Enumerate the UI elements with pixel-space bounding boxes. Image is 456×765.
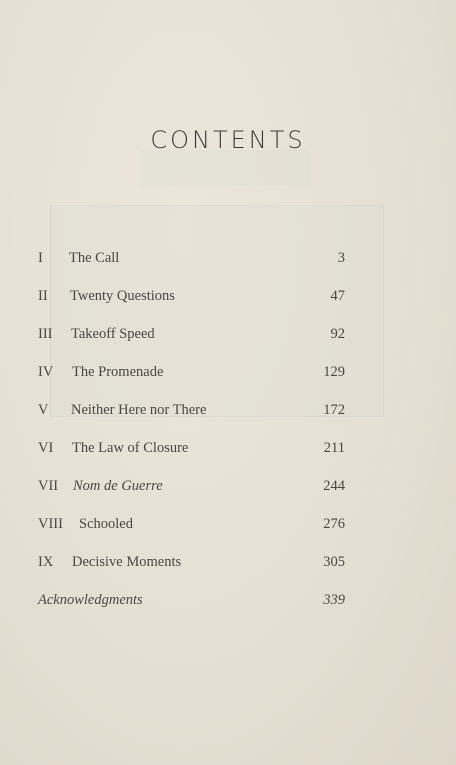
page-number: 129 bbox=[323, 364, 345, 380]
toc-entry bbox=[38, 363, 345, 401]
chapter-title: The Law of Closure bbox=[72, 440, 189, 456]
chapter-title: Schooled bbox=[79, 516, 133, 532]
page-number: 305 bbox=[323, 554, 345, 570]
chapter-title: Neither Here nor There bbox=[71, 402, 207, 418]
page-number: 47 bbox=[330, 288, 345, 304]
toc-entry-acknowledgments bbox=[38, 591, 345, 629]
toc-entry bbox=[38, 515, 345, 553]
chapter-title: Takeoff Speed bbox=[71, 326, 155, 342]
toc-entry bbox=[38, 439, 345, 477]
page-number: 244 bbox=[323, 478, 345, 494]
chapter-numeral: VII bbox=[38, 478, 59, 494]
toc-entry bbox=[38, 553, 345, 591]
toc-entry bbox=[38, 249, 345, 287]
page-number: 3 bbox=[337, 250, 345, 266]
chapter-numeral: VI bbox=[38, 440, 54, 456]
toc-entry bbox=[38, 477, 345, 515]
chapter-numeral: IX bbox=[38, 554, 54, 570]
table-of-contents bbox=[38, 249, 345, 629]
chapter-numeral: V bbox=[38, 402, 49, 418]
chapter-title: Twenty Questions bbox=[70, 288, 175, 304]
chapter-title: The Promenade bbox=[72, 364, 164, 380]
page-number: 339 bbox=[323, 592, 345, 608]
chapter-numeral: IV bbox=[38, 364, 54, 380]
page-number: 211 bbox=[323, 440, 345, 456]
page-title: CONTENTS bbox=[150, 126, 306, 154]
page-number: 276 bbox=[323, 516, 345, 532]
show-through-title bbox=[140, 150, 310, 186]
acknowledgments-title: Acknowledgments bbox=[38, 592, 143, 608]
chapter-numeral: III bbox=[38, 326, 53, 342]
toc-entry bbox=[38, 325, 345, 363]
toc-entry bbox=[38, 287, 345, 325]
chapter-title: Decisive Moments bbox=[72, 554, 182, 570]
page-number: 92 bbox=[330, 326, 345, 342]
chapter-numeral: I bbox=[38, 250, 43, 266]
chapter-numeral: VIII bbox=[38, 516, 63, 532]
chapter-numeral: II bbox=[38, 288, 48, 304]
chapter-title: Nom de Guerre bbox=[73, 478, 163, 494]
toc-entry bbox=[38, 401, 345, 439]
page-number: 172 bbox=[323, 402, 345, 418]
chapter-title: The Call bbox=[69, 250, 120, 266]
